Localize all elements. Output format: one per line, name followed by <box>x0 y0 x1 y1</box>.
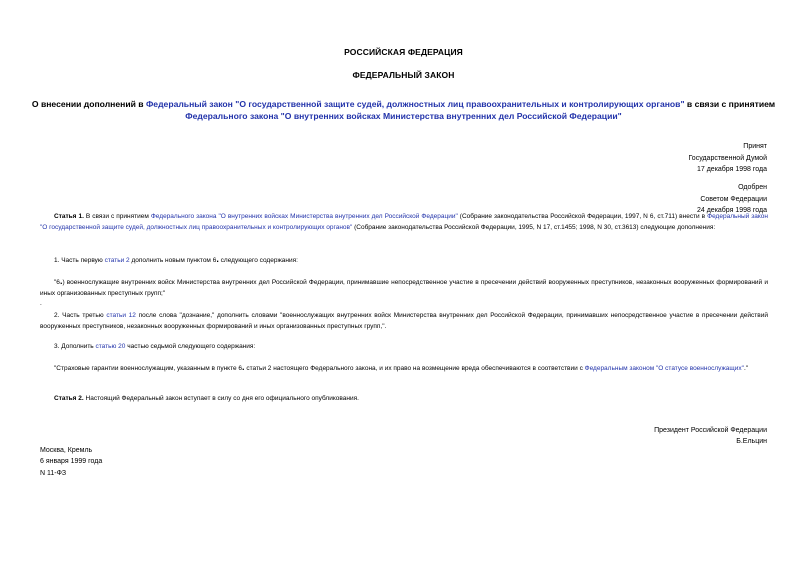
quote-3: "Страховые гарантии военнослужащим, указанным в пункте 6. статьи 2 настоящего Федерального закона, и их право на возмещение вреда обеспечиваются в соответствии с Федеральным законом "О статусе военнослужащих"." <box>54 362 749 372</box>
title-link-law-internal-troops[interactable]: Федерального закона "О внутренних войсках Министерства внутренних дел Российской Федерации" <box>185 111 622 121</box>
signer-position: Президент Российской Федерации <box>654 427 767 434</box>
country-heading: РОССИЙСКАЯ ФЕДЕРАЦИЯ <box>344 47 463 57</box>
link-law-judges[interactable]: Федеральный закон "О государственной защите судей, должностных лиц правоохранительных и контролирующих органов" <box>40 213 768 231</box>
law-title: О внесении дополнений в Федеральный закон "О государственной защите судей, должностных лиц правоохранительных и контролирующих органов" в связи с принятием Федерального закона "О внутренних войсках Министерства внутренних дел Российской Федерации" <box>31 99 776 121</box>
link-article-2[interactable]: статьи 2 <box>104 257 130 264</box>
link-law-internal-troops[interactable]: Федерального закона "О внутренних войсках Министерства внутренних дел Российской Федерации" <box>150 213 458 220</box>
approved-block: Одобрен Советом Федерации 24 декабря 1998 года <box>696 184 767 214</box>
item-3: 3. Дополнить статью 20 частью седьмой следующего содержания: <box>54 343 256 350</box>
signature-block <box>654 425 767 448</box>
place-city: Москва, Кремль <box>40 447 93 454</box>
item-2: 2. Часть третью статьи 12 после слова "дознание," дополнить словами "военнослужащих внутренних войск Министерства внутренних дел Российской Федерации, принимавших непосредственное участие в пресечении действий вооруженных преступников, незаконных вооруженных формирований и иных организованных преступных групп,". <box>40 312 768 330</box>
quote-1: "6.) военнослужащие внутренних войск Министерства внутренних дел Российской Федерации, принимавшие непосредственное участие в пресечении действий вооруженных преступников, незаконных вооруженных формирований и иных организованных преступных групп;" <box>40 276 768 297</box>
article-2: Статья 2. Настоящий Федеральный закон вступает в силу со дня его официального опубликования. <box>54 395 359 402</box>
title-link-law-judges[interactable]: Федеральный закон "О государственной защите судей, должностных лиц правоохранительных и контролирующих органов" <box>145 99 685 109</box>
quote-1-dot: . <box>40 300 42 307</box>
place-date-block <box>40 445 102 479</box>
place-date: 6 января 1999 года <box>40 458 103 466</box>
doc-type-heading: ФЕДЕРАЛЬНЫЙ ЗАКОН <box>352 70 455 80</box>
signer-name: Б.Ельцин <box>736 438 767 446</box>
article-1: Статья 1. В связи с принятием Федерального закона "О внутренних войсках Министерства внутренних дел Российской Федерации" (Собрание законодательства Российской Федерации, 1997, N 6, ст.711) внести в Федеральный закон "О государственной защите судей, должностных лиц правоохранительных и контролирующих органов" (Собрание законодательства Российской Федерации, 1995, N 17, ст.1455; 1998, N 30, ст.3613) следующие дополнения: <box>40 213 768 231</box>
law-number: N 11-ФЗ <box>40 469 67 477</box>
link-article-12[interactable]: статьи 12 <box>106 312 136 319</box>
link-law-military-status[interactable]: Федеральным законом "О статусе военнослужащих" <box>584 365 744 372</box>
link-article-20[interactable]: статью 20 <box>95 343 126 350</box>
item-1: 1. Часть первую статьи 2 дополнить новым пунктом 6. следующего содержания: <box>54 254 298 264</box>
adopted-block: Принят Государственной Думой 17 декабря 1998 года <box>688 143 767 173</box>
